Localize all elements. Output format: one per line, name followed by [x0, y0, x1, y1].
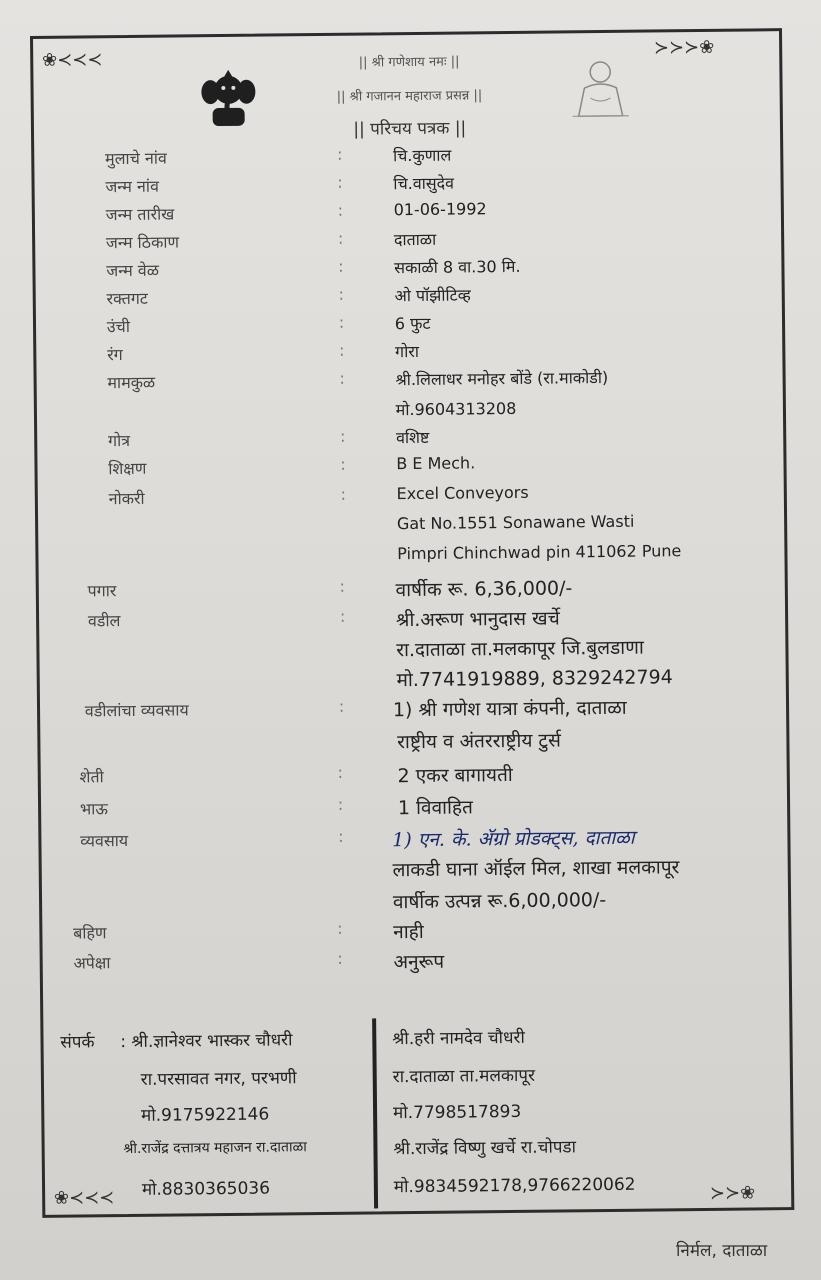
field-value: 2 एकर बागायती	[397, 763, 513, 788]
field-separator: :	[340, 454, 346, 474]
field-value: मो.9604313208	[395, 398, 517, 420]
contact-left-line: श्री.राजेंद्र दत्तात्रय महाजन रा.दाताळा	[123, 1139, 307, 1158]
field-row	[71, 724, 761, 757]
field-separator: :	[338, 312, 345, 332]
field-label: गोत्र	[107, 430, 131, 451]
field-row	[71, 758, 761, 791]
field-value: 1 विवाहित	[397, 796, 473, 820]
field-label: व्यवसाय	[80, 831, 129, 851]
field-value: नाही	[393, 920, 424, 944]
field-label: उंची	[106, 316, 131, 337]
contact-right-line: श्री.राजेंद्र विष्णु खर्चे रा.चोपडा	[393, 1137, 577, 1160]
field-row	[72, 822, 762, 855]
field-value: सकाळी 8 वा.30 मि.	[394, 256, 521, 278]
field-separator: :	[338, 826, 344, 846]
flourish-icon: ≻≻≻❀	[653, 36, 715, 59]
field-label: पगार	[87, 581, 117, 601]
field-value: 01-06-1992	[393, 199, 487, 220]
field-row	[73, 944, 763, 977]
document-title: || परिचय पत्रक ||	[353, 118, 467, 140]
field-separator: :	[339, 606, 346, 626]
field-row	[69, 540, 759, 573]
field-row	[69, 480, 759, 513]
field-label: शिक्षण	[108, 458, 147, 479]
field-row	[70, 602, 760, 635]
flourish-icon: ❀≺≺≺	[41, 49, 103, 71]
field-separator: :	[337, 228, 344, 248]
field-label: रक्तगट	[106, 288, 148, 309]
field-separator: :	[339, 340, 345, 360]
field-label: बहिण	[73, 923, 107, 943]
field-label: भाऊ	[79, 799, 108, 819]
field-value: लाकडी घाना ऑईल मिल, शाखा मलकापूर	[392, 856, 680, 882]
field-label: नोकरी	[108, 488, 145, 509]
field-row	[70, 662, 760, 695]
field-value: वार्षीक रू. 6,36,000/-	[395, 577, 573, 602]
field-value: 1) श्री गणेश यात्रा कंपनी, दाताळा	[392, 696, 627, 722]
flourish-icon: ❀≺≺≺	[53, 1187, 115, 1209]
invocation-ganesha: || श्री गणेशाय नमः ||	[358, 54, 460, 71]
field-separator: :	[338, 696, 345, 716]
field-separator: :	[337, 794, 344, 814]
field-row	[69, 510, 759, 543]
field-separator: :	[338, 256, 344, 276]
contact-divider	[372, 1018, 378, 1208]
field-separator: :	[339, 576, 346, 596]
contact-label: संपर्क	[60, 1032, 95, 1053]
field-row	[72, 790, 762, 823]
field-value: 6 फुट	[394, 313, 431, 334]
field-row	[68, 450, 758, 483]
field-separator: :	[337, 200, 344, 220]
field-value: वार्षीक उत्पन्न रू.6,00,000/-	[392, 889, 607, 914]
field-value: गोरा	[395, 341, 420, 362]
contact-left-line: : श्री.ज्ञानेश्वर भास्कर चौधरी	[120, 1030, 293, 1053]
field-value: B E Mech.	[396, 453, 476, 474]
field-row	[73, 914, 763, 947]
field-value: 1) एन. के. ॲग्रो प्रोडक्ट्स, दाताळा	[392, 826, 635, 852]
field-row	[70, 632, 760, 665]
field-value: वशिष्ट	[395, 427, 430, 448]
contact-right-line: श्री.हरी नामदेव चौधरी	[392, 1027, 525, 1050]
field-label: रंग	[107, 345, 123, 365]
biodata-document	[41, 36, 766, 1209]
field-value: चि.कुणाल	[392, 145, 452, 166]
field-separator: :	[337, 918, 343, 938]
field-label: अपेक्षा	[73, 953, 111, 973]
field-value: Excel Conveyors	[396, 482, 529, 504]
field-value: चि.वासुदेव	[393, 173, 455, 194]
field-label: शेती	[79, 767, 104, 787]
footer-signature: निर्मल, दाताळा	[676, 1241, 768, 1261]
contact-left-line: रा.परसावत नगर, परभणी	[140, 1068, 297, 1090]
contact-right-line: मो.7798517893	[392, 1101, 522, 1124]
field-value: श्री.लिलाधर मनोहर बोंडे (रा.माकोडी)	[395, 367, 609, 390]
field-value: रा.दाताळा ता.मलकापूर जि.बुलडाणा	[396, 636, 644, 662]
field-value: श्री.अरूण भानुदास खर्चे	[395, 607, 560, 632]
contact-left-line: मो.9175922146	[141, 1104, 270, 1126]
field-row	[72, 852, 762, 885]
field-value: मो.7741919889, 8329242794	[396, 666, 673, 692]
field-separator: :	[337, 172, 343, 192]
contact-left-line: मो.8830365036	[141, 1178, 271, 1200]
field-row	[71, 692, 761, 725]
field-separator: :	[338, 284, 345, 304]
field-label: मामकुळ	[107, 372, 156, 393]
contact-right-line: मो.9834592178,9766220062	[393, 1174, 636, 1198]
field-label: मुलाचे नांव	[104, 148, 167, 169]
field-label: वडील	[87, 611, 121, 631]
field-value: Pimpri Chinchwad pin 411062 Pune	[397, 541, 682, 564]
flourish-icon: ≻≻❀	[709, 1182, 756, 1204]
field-row	[73, 884, 763, 917]
field-value: दाताळा	[393, 229, 437, 250]
field-row	[67, 364, 757, 397]
field-value: Gat No.1551 Sonawane Wasti	[396, 511, 635, 534]
field-value: अनुरूप	[393, 950, 445, 974]
field-value: ओ पॉझीटिव्ह	[394, 285, 471, 306]
field-label: जन्म ठिकाण	[105, 232, 180, 253]
contact-right-line: रा.दाताळा ता.मलकापूर	[392, 1065, 536, 1088]
invocation-gajanan: || श्री गजानन महाराज प्रसन्न ||	[336, 88, 483, 105]
field-separator: :	[337, 948, 343, 968]
field-label: जन्म तारीख	[105, 204, 175, 225]
field-row	[69, 572, 759, 605]
field-value: राष्ट्रीय व अंतरराष्ट्रीय टुर्स	[397, 729, 562, 754]
field-separator: :	[340, 484, 347, 504]
field-separator: :	[337, 762, 344, 782]
field-label: जन्म वेळ	[106, 260, 160, 281]
field-label: वडीलांचा व्यवसाय	[84, 700, 189, 721]
field-separator: :	[336, 144, 343, 164]
field-separator: :	[339, 368, 345, 388]
field-separator: :	[339, 426, 346, 446]
field-label: जन्म नांव	[105, 176, 160, 197]
